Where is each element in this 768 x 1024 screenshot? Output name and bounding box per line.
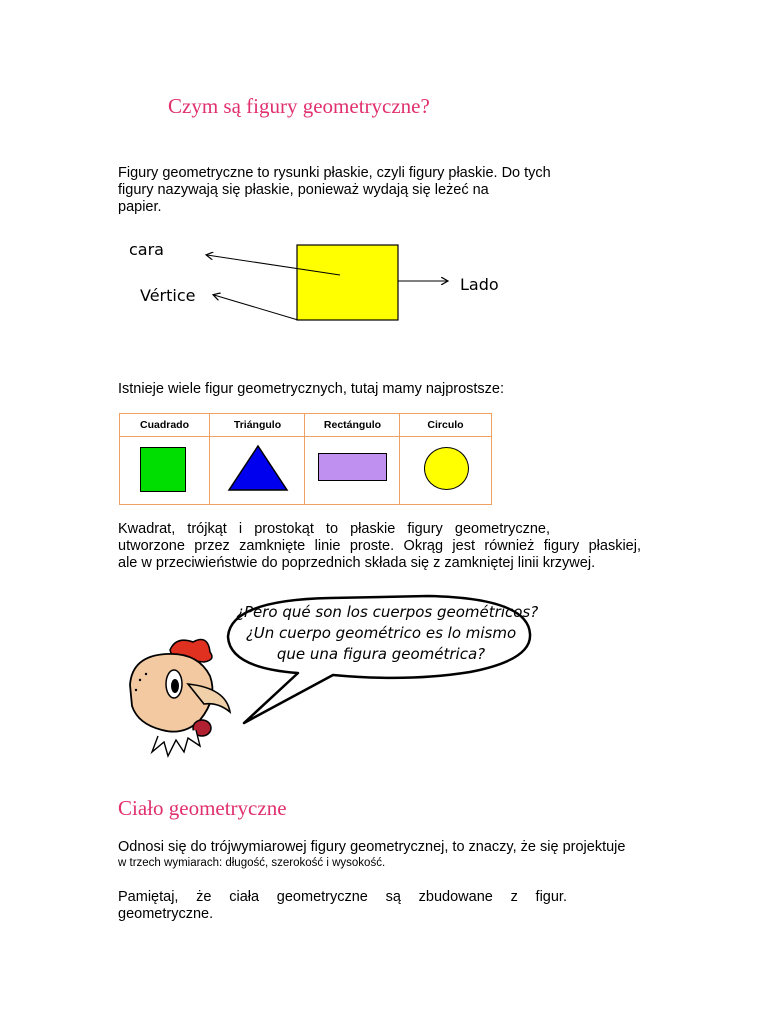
shapes-intro-sentence: Istnieje wiele figur geometrycznych, tutaj mamy najprostsze:	[118, 381, 505, 397]
shape-cell-square	[120, 414, 209, 504]
header-rectangulo: Rectángulo	[305, 414, 400, 437]
character-figure	[130, 640, 230, 756]
section-title: Ciało geometryczne	[118, 796, 287, 820]
header-cuadrado: Cuadrado	[120, 414, 209, 437]
blue-triangle-shape	[226, 444, 290, 494]
para3-line-1: Odnosi się do trójwymiarowej figury geometrycznej, to znaczy, że się projektuje	[118, 839, 626, 855]
speech-line-3: que una figura geométrica?	[276, 645, 486, 663]
label-lado: Lado	[460, 275, 499, 294]
shape-cell-rectangle	[304, 414, 400, 504]
vertex-arrow	[214, 295, 298, 320]
intro-line-1: Figury geometryczne to rysunki płaskie, czyli figury płaskie. Do tych	[118, 165, 551, 181]
para4-line-2: geometryczne.	[118, 906, 214, 922]
yellow-square	[297, 245, 398, 320]
label-vertice: Vértice	[140, 286, 196, 305]
basic-shapes-table	[119, 413, 492, 505]
para2-line-3: ale w przeciwieństwie do poprzednich składa się z zamkniętej linii krzywej.	[118, 555, 596, 571]
para2-line-1: Kwadrat, trójkąt i prostokąt to płaskie figury geometryczne,	[118, 521, 550, 537]
para2-line-2: utworzone przez zamknięte linie proste. Okrąg jest również figury płaskiej,	[118, 538, 641, 554]
para3-line-2: w trzech wymiarach: długość, szerokość i wysokość.	[118, 857, 386, 869]
para4-line-1: Pamiętaj, że ciała geometryczne są zbudowane z figur.	[118, 889, 567, 905]
intro-line-2: figury nazywają się płaskie, ponieważ wydają się leżeć na	[118, 182, 489, 198]
shape-cell-circle	[399, 414, 491, 504]
purple-rectangle-shape	[318, 453, 387, 481]
shapes-explanation-paragraph	[118, 521, 641, 572]
label-cara: cara	[129, 240, 164, 259]
shape-cell-triangle	[209, 414, 305, 504]
header-triangulo: Triángulo	[210, 414, 305, 437]
green-square-shape	[140, 447, 186, 492]
header-circulo: Circulo	[400, 414, 491, 437]
intro-paragraph	[118, 165, 598, 216]
reminder-paragraph	[118, 889, 567, 923]
page-title: Czym są figury geometryczne?	[168, 94, 430, 118]
speech-bubble-text	[236, 602, 539, 665]
speech-line-1: ¿Pero qué son los cuerpos geométricos?	[236, 603, 539, 621]
yellow-circle-shape	[424, 447, 469, 490]
intro-line-3: papier.	[118, 199, 162, 215]
solid-definition-paragraph	[118, 839, 678, 871]
speech-line-2: ¿Un cuerpo geométrico es lo mismo	[245, 624, 517, 642]
